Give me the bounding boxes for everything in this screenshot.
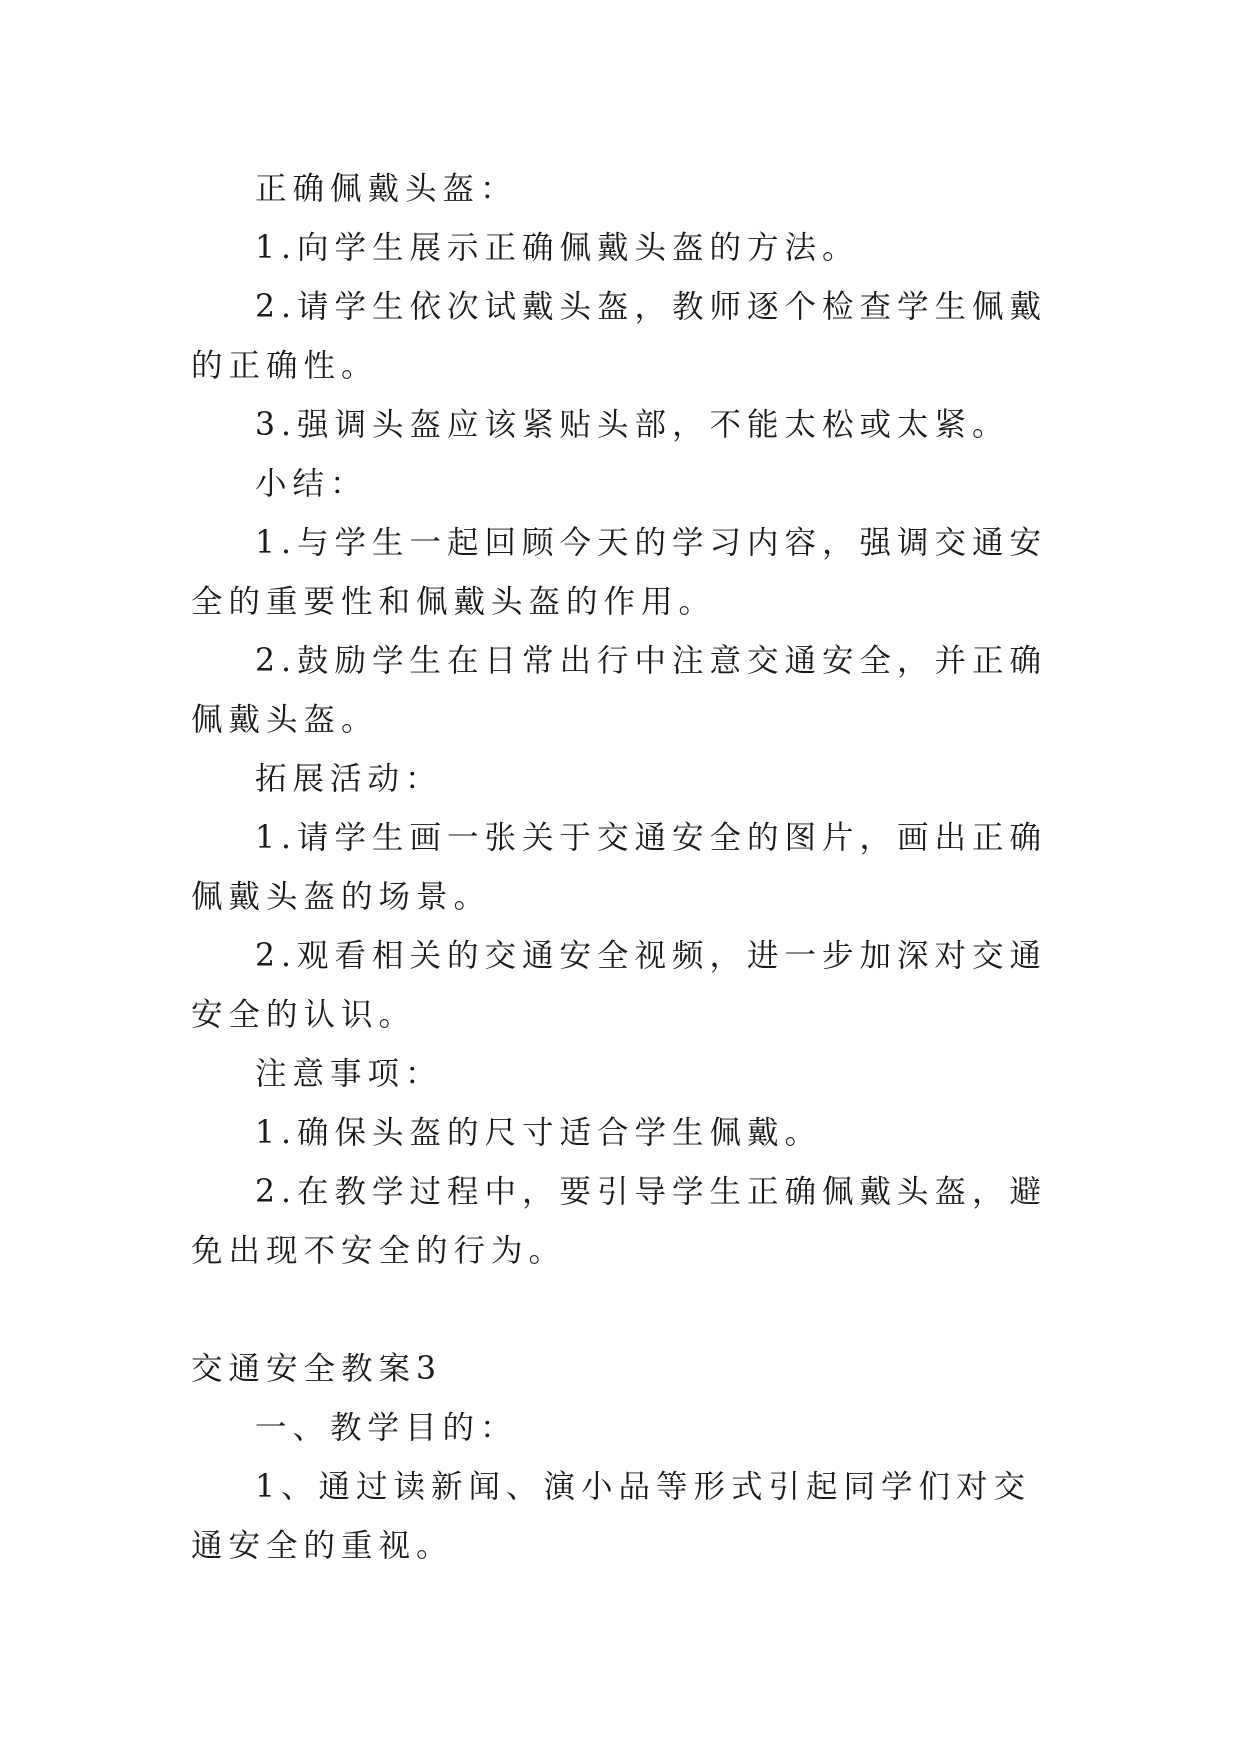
list-item: 3.强调头盔应该紧贴头部，不能太松或太紧。 (255, 407, 1010, 443)
section-heading-notes: 注意事项： (255, 1056, 443, 1092)
list-item: 1、通过读新闻、演小品等形式引起同学们对交通安全的重视。 (191, 1469, 1032, 1564)
list-item: 1.请学生画一张关于交通安全的图片，画出正确佩戴头盔的场景。 (191, 820, 1048, 915)
list-item: 2.鼓励学生在日常出行中注意交通安全，并正确佩戴头盔。 (191, 643, 1048, 738)
list-item: 1.向学生展示正确佩戴头盔的方法。 (255, 230, 860, 266)
list-item: 2.在教学过程中，要引导学生正确佩戴头盔，避免出现不安全的行为。 (191, 1174, 1048, 1269)
list-item: 1.与学生一起回顾今天的学习内容，强调交通安全的重要性和佩戴头盔的作用。 (191, 525, 1048, 620)
objective-heading: 一、教学目的： (255, 1410, 518, 1446)
document-body (191, 160, 1051, 1576)
list-item: 2.观看相关的交通安全视频，进一步加深对交通安全的认识。 (191, 938, 1048, 1033)
section-heading-extension: 拓展活动： (255, 761, 443, 797)
list-item: 2.请学生依次试戴头盔，教师逐个检查学生佩戴的正确性。 (191, 289, 1048, 384)
section-heading-helmet: 正确佩戴头盔： (255, 171, 518, 207)
lesson-title: 交通安全教案3 (191, 1351, 443, 1387)
list-item: 1.确保头盔的尺寸适合学生佩戴。 (255, 1115, 823, 1151)
section-heading-summary: 小结： (255, 466, 368, 502)
